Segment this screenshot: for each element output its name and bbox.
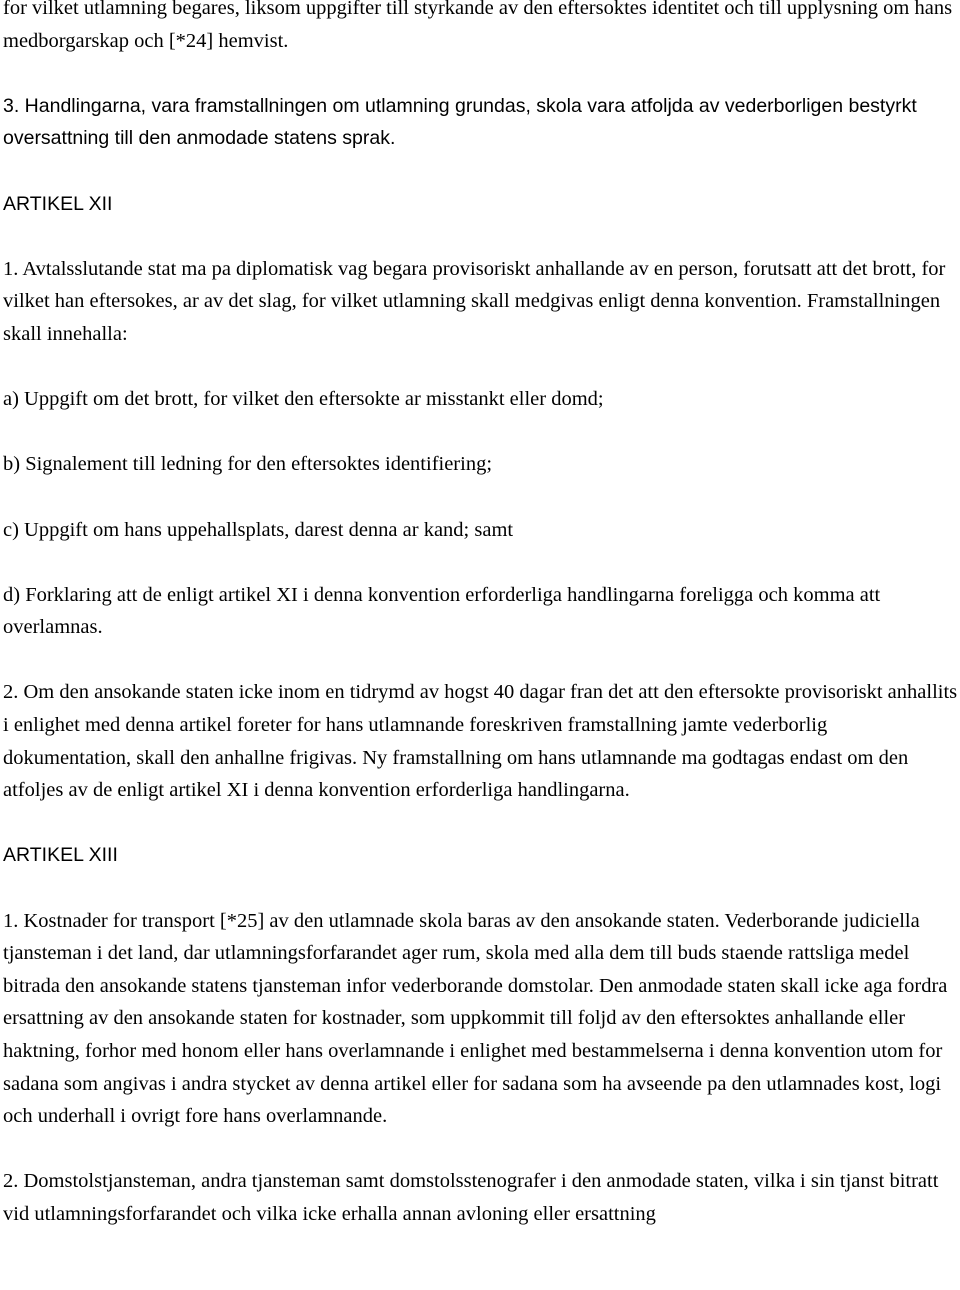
document-body bbox=[3, 0, 958, 1231]
list-item-a: a) Uppgift om det brott, for vilket den eftersokte ar misstankt eller domd; bbox=[3, 388, 604, 411]
list-item-c: c) Uppgift om hans uppehallsplats, darest denna ar kand; samt bbox=[3, 518, 514, 541]
heading-artikel-xii: ARTIKEL XII bbox=[3, 192, 113, 215]
paragraph-xii-1: 1. Avtalsslutande stat ma pa diplomatisk vag begara provisoriskt anhallande av en person, forutsatt att det brott, for vilket han eftersokes, ar av det slag, for vilket utlamning skall medgivas enligt denna konvention. Framstallningen skall innehalla: bbox=[3, 257, 946, 345]
list-item-b: b) Signalement till ledning for den eftersoktes identifiering; bbox=[3, 453, 493, 476]
heading-artikel-xiii: ARTIKEL XIII bbox=[3, 844, 118, 867]
paragraph-xiii-1: 1. Kostnader for transport [*25] av den utlamnade skola baras av den ansokande staten. Vederborande judiciella tjansteman i det land, dar utlamningsforfarandet ager rum, skola med alla dem till buds staende rattsliga medel bitrada den ansokande statens tjansteman infor vederborande domstolar. Den anmodade staten skall icke aga fordra ersattning av den ansokande staten for kostnader, som uppkommit till foljd av den eftersoktes anhallande eller haktning, forhor med honom eller hans overlamnande i enlighet med bestammelserna i denna konvention utom for sadana som angivas i andra stycket av denna artikel eller for sadana som ha avseende pa den utlamnades kost, logi och underhall i ovrigt fore hans overlamnande. bbox=[3, 909, 948, 1128]
list-item-d: d) Forklaring att de enligt artikel XI i denna konvention erforderliga handlingarna foreligga och komma att overlamnas. bbox=[3, 583, 881, 639]
paragraph-xiii-2: 2. Domstolstjansteman, andra tjansteman samt domstolsstenografer i den anmodade staten, vilka i sin tjanst bitratt vid utlamningsforfarandet och vilka icke erhalla annan avloning eller ersattning bbox=[3, 1170, 939, 1225]
paragraph-identity-info: for vilket utlamning begares, liksom uppgifter till styrkande av den eftersoktes identitet och till upplysning om hans medborgarskap och [*24] hemvist. bbox=[3, 0, 953, 52]
paragraph-3-translation: 3. Handlingarna, vara framstallningen om utlamning grundas, skola vara atfoljda av vederborligen bestyrkt oversattning till den anmodade statens sprak. bbox=[3, 94, 917, 150]
paragraph-xii-2: 2. Om den ansokande staten icke inom en tidrymd av hogst 40 dagar fran det att den eftersokte provisoriskt anhallits i enlighet med denna artikel foreter for hans utlamnande foreskriven framstallning jamte vederborlig dokumentation, skall den anhallne frigivas. Ny framstallning om hans utlamnande ma godtagas endast om den atfoljes av de enligt artikel XI i denna konvention erforderliga handlingarna. bbox=[3, 681, 958, 802]
